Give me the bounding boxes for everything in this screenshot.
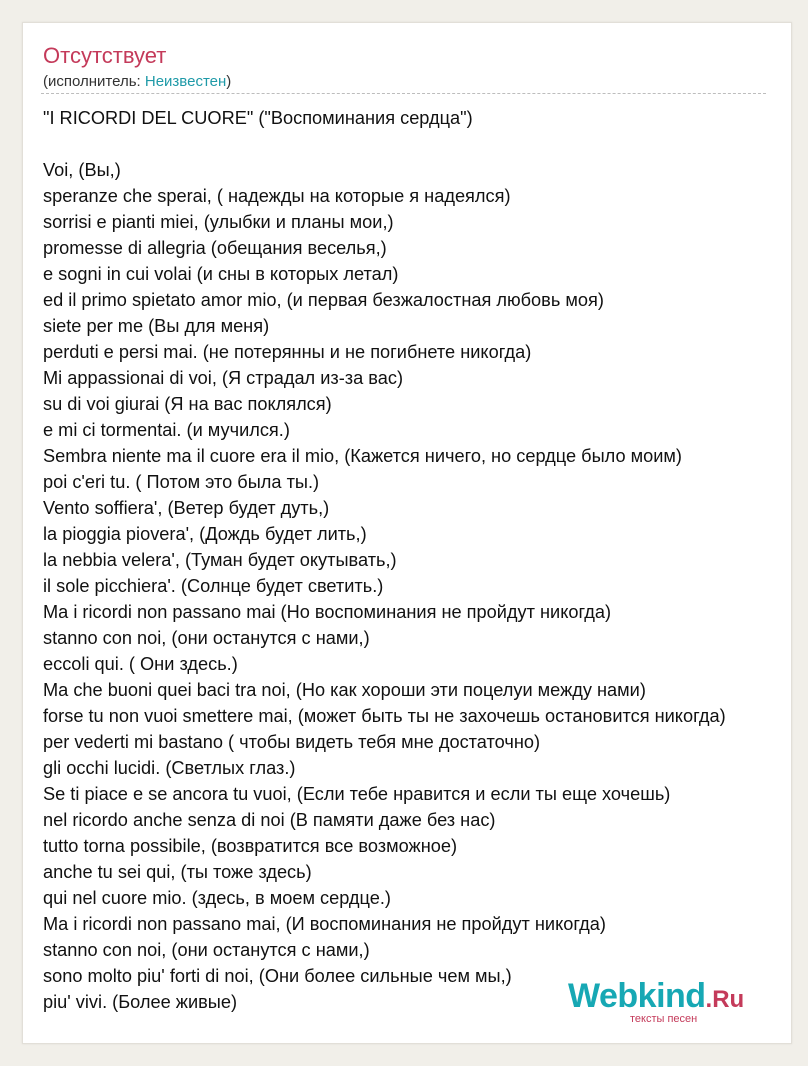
lyric-line: la nebbia velera', (Туман будет окутывать,) (43, 550, 397, 570)
webkind-logo (568, 977, 745, 1025)
lyric-line: Sembra niente ma il cuore era il mio, (Кажется ничего, но сердце было моим) (43, 446, 682, 466)
lyric-line: sorrisi e pianti miei, (улыбки и планы мои,) (43, 212, 394, 232)
lyric-line: gli occhi lucidi. (Светлых глаз.) (43, 758, 296, 778)
lyric-line: Ma i ricordi non passano mai, (И воспоминания не пройдут никогда) (43, 914, 606, 934)
lyric-line: Se ti piace e se ancora tu vuoi, (Если тебе нравится и если ты еще хочешь) (43, 784, 671, 804)
lyric-line: la pioggia piovera', (Дождь будет лить,) (43, 524, 367, 544)
lyric-line: promesse di allegria (обещания веселья,) (43, 238, 387, 258)
lyric-line: eccoli qui. ( Они здесь.) (43, 654, 238, 674)
lyrics-text (43, 105, 808, 1015)
performer-label: (исполнитель: (43, 73, 145, 90)
lyric-line: sono molto piu' forti di noi, (Они более сильные чем мы,) (43, 966, 512, 986)
lyric-line: il sole picchiera'. (Солнце будет светить.) (43, 576, 384, 596)
lyric-line: forse tu non vuoi smettere mai, (может быть ты не захочешь остановится никогда) (43, 706, 726, 726)
lyric-line: qui nel cuore mio. (здесь, в моем сердце.) (43, 888, 391, 908)
lyrics-card (22, 22, 792, 1044)
lyric-line: Voi, (Вы,) (43, 160, 121, 180)
lyric-line: e mi ci tormentai. (и мучился.) (43, 420, 290, 440)
lyric-line: piu' vivi. (Более живые) (43, 992, 238, 1012)
lyric-line: stanno con noi, (они останутся с нами,) (43, 628, 370, 648)
lyric-line: Ma che buoni quei baci tra noi, (Но как хороши эти поцелуи между нами) (43, 680, 646, 700)
lyric-line: "I RICORDI DEL CUORE" ("Воспоминания сердца") (43, 108, 473, 128)
lyric-line: Mi appassionai di voi, (Я страдал из-за вас) (43, 368, 404, 388)
lyric-line: nel ricordo anche senza di noi (В памяти даже без нас) (43, 810, 496, 830)
performer-close: ) (226, 73, 232, 90)
performer-link[interactable]: Неизвестен (144, 73, 227, 90)
lyric-line: speranze che sperai, ( надежды на которые я надеялся) (43, 186, 511, 206)
title-divider (41, 93, 766, 94)
song-title: Отсутствует (43, 43, 167, 68)
lyric-line: Ma i ricordi non passano mai (Но воспоминания не пройдут никогда) (43, 602, 612, 622)
logo-brand: Webkind (568, 977, 706, 1015)
logo-tld: .Ru (705, 986, 745, 1013)
lyric-line: ed il primo spietato amor mio, (и первая безжалостная любовь моя) (43, 290, 604, 310)
lyric-line: perduti e persi mai. (не потерянны и не погибнете никогда) (43, 342, 532, 362)
lyric-line: tutto torna possibile, (возвратится все возможное) (43, 836, 458, 856)
lyric-line: siete per me (Вы для меня) (43, 316, 270, 336)
lyric-line: stanno con noi, (они останутся с нами,) (43, 940, 370, 960)
lyric-line: Vento soffiera', (Ветер будет дуть,) (43, 498, 330, 518)
lyric-line: poi c'eri tu. ( Потом это была ты.) (43, 472, 320, 492)
lyric-line: per vederti mi bastano ( чтобы видеть тебя мне достаточно) (43, 732, 541, 752)
lyric-line: e sogni in cui volai (и сны в которых летал) (43, 264, 399, 284)
lyric-line: su di voi giurai (Я на вас поклялся) (43, 394, 332, 414)
performer-line (43, 73, 231, 90)
logo-tagline: тексты песен (630, 1013, 698, 1025)
lyric-line: anche tu sei qui, (ты тоже здесь) (43, 862, 312, 882)
lyric-line (43, 131, 808, 157)
